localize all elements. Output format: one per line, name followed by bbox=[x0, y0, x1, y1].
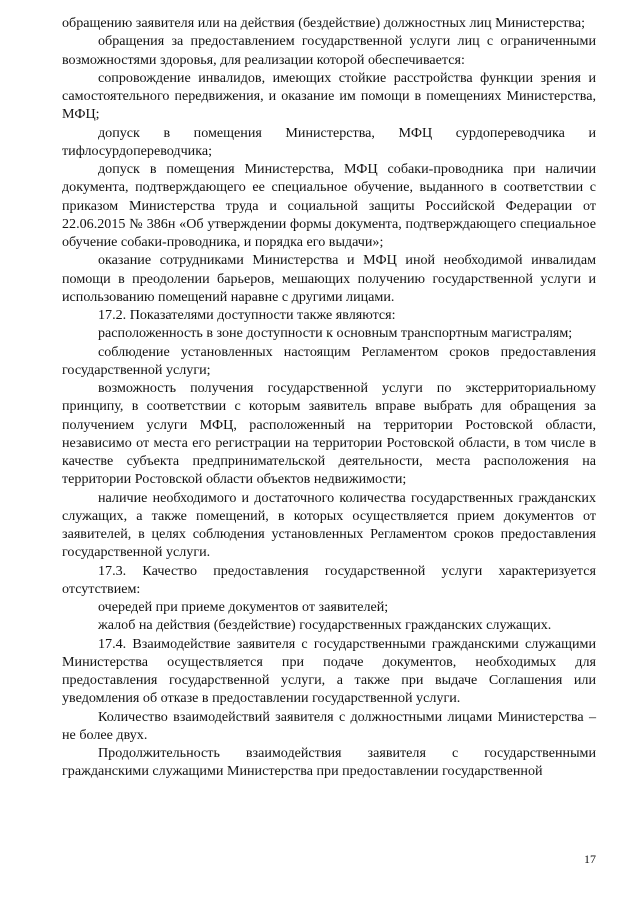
paragraph: оказание сотрудниками Министерства и МФЦ иной необходимой инвалидам помощи в преодолении барьеров, мешающих получению государственной услуги и использованию помещений наравне с другими лицами. bbox=[62, 252, 596, 305]
section-heading: 17.2. Показателями доступности также являются: bbox=[98, 307, 396, 323]
section-heading: 17.3. Качество предоставления государственной услуги характеризуется отсутствием: bbox=[62, 562, 596, 597]
paragraph: жалоб на действия (бездействие) государственных гражданских служащих. bbox=[98, 617, 552, 634]
page-number: 17 bbox=[584, 852, 596, 866]
paragraph: соблюдение установленных настоящим Регламентом сроков предоставления государственной услуги; bbox=[62, 343, 596, 378]
paragraph: Продолжительность взаимодействия заявителя с государственными гражданскими служащими Министерства при предоставлении государственной bbox=[62, 745, 596, 780]
paragraph: обращению заявителя или на действия (бездействие) должностных лиц Министерства; bbox=[62, 15, 586, 31]
paragraph: наличие необходимого и достаточного количества государственных гражданских служащих, а также помещений, в которых осуществляется прием документов от заявителей, в целях соблюдения установленных Регламентом сроков предоставления государственной услуги. bbox=[62, 489, 596, 561]
paragraph: допуск в помещения Министерства, МФЦ сурдопереводчика и тифлосурдопереводчика; bbox=[62, 124, 596, 159]
paragraph: возможность получения государственной услуги по экстерриториальному принципу, в соответствии с которым заявитель вправе выбрать для обращения за получением услуги МФЦ, расположенный на территории Ростовской области, независимо от места его регистрации на территории Ростовской области, в том числе в качестве субъекта предпринимательской деятельности, места расположения на территории Ростовской области объектов недвижимости; bbox=[62, 380, 596, 488]
section-heading: 17.4. Взаимодействие заявителя с государственными гражданскими служащими Министерства осуществляется при подаче документов, необходимых для предоставления государственной услуги, а также при выдаче Соглашения или уведомления об отказе в предоставлении государственной услуги. bbox=[62, 635, 596, 707]
paragraph: Количество взаимодействий заявителя с должностными лицами Министерства – не более двух. bbox=[62, 708, 596, 743]
paragraph: расположенность в зоне доступности к основным транспортным магистралям; bbox=[98, 325, 573, 342]
paragraph: сопровождение инвалидов, имеющих стойкие расстройства функции зрения и самостоятельного передвижения, и оказание им помощи в помещениях Министерства, МФЦ; bbox=[62, 69, 596, 123]
paragraph: обращения за предоставлением государственной услуги лиц с ограниченными возможностями здоровья, для реализации которой обеспечивается: bbox=[62, 33, 596, 68]
document-body bbox=[62, 14, 596, 781]
paragraph: очередей при приеме документов от заявителей; bbox=[98, 599, 389, 615]
paragraph: допуск в помещения Министерства, МФЦ собаки-проводника при наличии документа, подтверждающего ее специальное обучение, выданного в соответствии с приказом Министерства труда и социальной защиты Российской Федерации от 22.06.2015 № 386н «Об утверждении формы документа, подтверждающего специальное обучение собаки-проводника, и порядка его выдачи»; bbox=[62, 161, 596, 250]
